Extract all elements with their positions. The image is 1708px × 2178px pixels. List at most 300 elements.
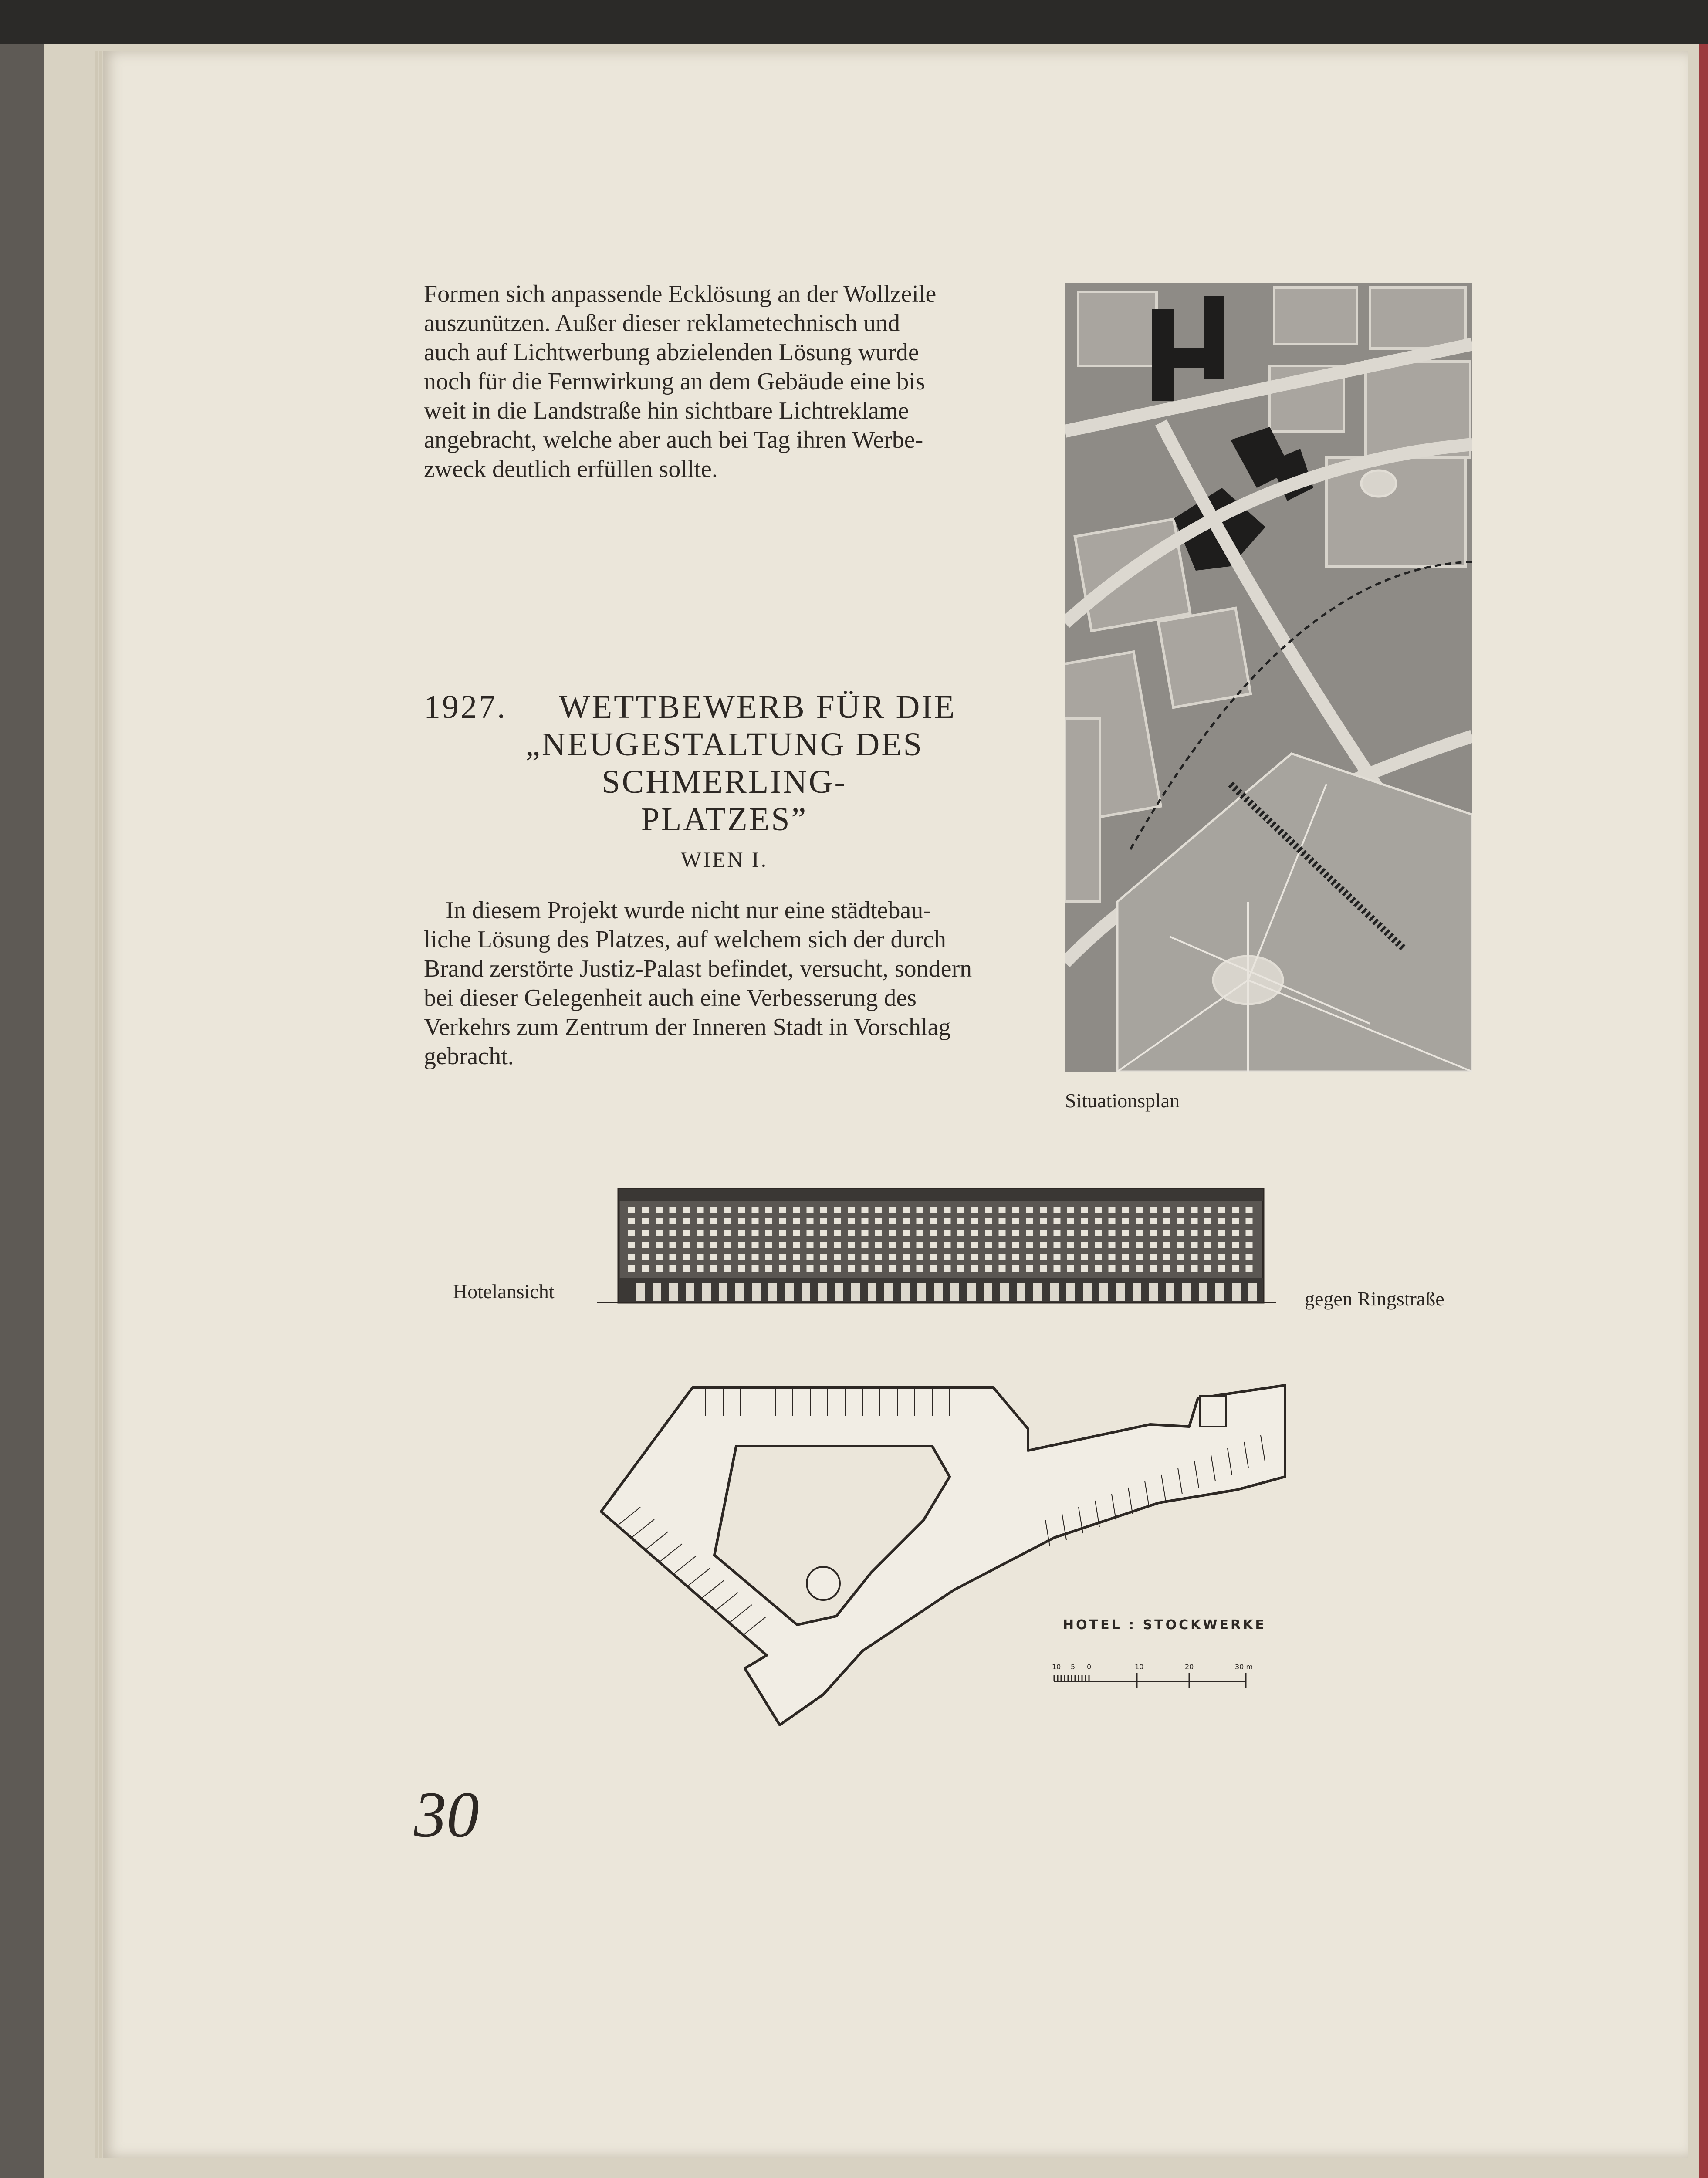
elevation-arcade-opening: [1149, 1283, 1158, 1301]
elevation-window: [889, 1230, 896, 1236]
elevation-window: [930, 1242, 937, 1248]
elevation-window: [1095, 1242, 1102, 1248]
elevation-arcade-opening: [1083, 1283, 1092, 1301]
elevation-window: [628, 1265, 635, 1272]
elevation-window: [1191, 1254, 1198, 1260]
elevation-window: [793, 1230, 800, 1236]
city-block: [1078, 292, 1157, 366]
elevation-window: [738, 1242, 745, 1248]
elevation-window: [1109, 1207, 1116, 1213]
elevation-window: [875, 1242, 882, 1248]
elevation-window: [1040, 1254, 1047, 1260]
elevation-window: [999, 1230, 1006, 1236]
heading-line-1: WETTBEWERB FÜR DIE: [559, 689, 957, 725]
elevation-window: [985, 1218, 992, 1224]
elevation-window: [683, 1254, 690, 1260]
text-line: Verkehrs zum Zentrum der Inneren Stadt in Vorschlag: [424, 1014, 951, 1041]
elevation-window: [1122, 1265, 1129, 1272]
elevation-window: [807, 1218, 814, 1224]
text-line: zweck deutlich erfüllen sollte.: [424, 456, 718, 483]
elevation-arcade-opening: [735, 1283, 744, 1301]
hotel-elevation: [597, 1185, 1276, 1307]
elevation-window: [930, 1254, 937, 1260]
elevation-window: [1232, 1230, 1239, 1236]
elevation-arcade-opening: [1050, 1283, 1059, 1301]
elevation-window: [724, 1265, 731, 1272]
elevation-window: [985, 1265, 992, 1272]
paragraph-project: [424, 896, 1016, 1071]
elevation-window: [779, 1218, 786, 1224]
elevation-window: [1012, 1242, 1019, 1248]
elevation-window: [1191, 1230, 1198, 1236]
elevation-window: [1163, 1265, 1170, 1272]
elevation-window: [710, 1265, 717, 1272]
elevation-window: [670, 1242, 676, 1248]
elevation-arcade-opening: [818, 1283, 827, 1301]
elevation-window: [1067, 1265, 1074, 1272]
elevation-window: [971, 1230, 978, 1236]
elevation-window: [985, 1230, 992, 1236]
elevation-window: [1191, 1207, 1198, 1213]
elevation-window: [917, 1230, 923, 1236]
elevation-window: [1122, 1230, 1129, 1236]
elevation-window: [807, 1242, 814, 1248]
elevation-arcade-opening: [1017, 1283, 1025, 1301]
elevation-window: [1026, 1242, 1033, 1248]
elevation-caption-left: Hotelansicht: [453, 1280, 555, 1302]
elevation-window: [917, 1218, 923, 1224]
elevation-window: [1012, 1265, 1019, 1272]
elevation-window: [738, 1218, 745, 1224]
elevation-window: [1012, 1230, 1019, 1236]
elevation-window: [1246, 1230, 1253, 1236]
elevation-window: [628, 1242, 635, 1248]
elevation-window: [999, 1207, 1006, 1213]
elevation-window: [875, 1207, 882, 1213]
text-line: In diesem Projekt wurde nicht nur eine städtebau-: [446, 897, 931, 924]
elevation-window: [656, 1265, 663, 1272]
elevation-window: [1191, 1242, 1198, 1248]
elevation-window: [1095, 1254, 1102, 1260]
elevation-window: [1095, 1265, 1102, 1272]
elevation-window: [1095, 1230, 1102, 1236]
elevation-window: [1026, 1254, 1033, 1260]
elevation-window: [1232, 1207, 1239, 1213]
elevation-window: [697, 1265, 704, 1272]
page-edge: [99, 51, 102, 2158]
elevation-window: [971, 1207, 978, 1213]
elevation-window: [985, 1207, 992, 1213]
text-line: weit in die Landstraße hin sichtbare Lichtreklame: [424, 397, 909, 424]
elevation-arcade-opening: [802, 1283, 810, 1301]
elevation-window: [957, 1242, 964, 1248]
elevation-window: [820, 1254, 827, 1260]
scale-label: 30 m: [1235, 1663, 1253, 1671]
elevation-window: [670, 1265, 676, 1272]
scale-label: 5: [1071, 1663, 1076, 1671]
elevation-window: [1204, 1207, 1211, 1213]
elevation-window: [848, 1265, 855, 1272]
elevation-window: [1012, 1218, 1019, 1224]
elevation-window: [971, 1218, 978, 1224]
elevation-window: [1122, 1207, 1129, 1213]
elevation-window: [1081, 1254, 1088, 1260]
text-line: angebracht, welche aber auch bei Tag ihren Werbe-: [424, 426, 923, 453]
elevation-window: [752, 1207, 759, 1213]
elevation-window: [834, 1242, 841, 1248]
elevation-window: [917, 1265, 923, 1272]
elevation-window: [628, 1230, 635, 1236]
elevation-window: [642, 1242, 649, 1248]
elevation-window: [1204, 1254, 1211, 1260]
elevation-arcade-opening: [669, 1283, 678, 1301]
elevation-window: [710, 1218, 717, 1224]
elevation-window: [834, 1207, 841, 1213]
elevation-window: [642, 1230, 649, 1236]
elevation-window: [738, 1265, 745, 1272]
elevation-window: [1067, 1207, 1074, 1213]
elevation-window: [670, 1254, 676, 1260]
elevation-arcade-opening: [950, 1283, 959, 1301]
elevation-window: [862, 1254, 869, 1260]
elevation-window: [957, 1265, 964, 1272]
elevation-window: [1150, 1242, 1157, 1248]
elevation-window: [656, 1242, 663, 1248]
hotel-elevation-drawing: [597, 1185, 1276, 1307]
elevation-arcade-opening: [1066, 1283, 1075, 1301]
elevation-window: [903, 1218, 910, 1224]
elevation-window: [917, 1242, 923, 1248]
elevation-window: [1246, 1254, 1253, 1260]
elevation-window: [1204, 1218, 1211, 1224]
elevation-window: [1136, 1265, 1143, 1272]
scale-label: 0: [1087, 1663, 1092, 1671]
elevation-window: [752, 1254, 759, 1260]
elevation-window: [656, 1207, 663, 1213]
elevation-window: [834, 1230, 841, 1236]
elevation-window: [1012, 1254, 1019, 1260]
elevation-window: [1109, 1242, 1116, 1248]
elevation-window: [1054, 1207, 1061, 1213]
elevation-window: [1191, 1265, 1198, 1272]
elevation-window: [1246, 1218, 1253, 1224]
elevation-window: [1177, 1265, 1184, 1272]
elevation-window: [1054, 1242, 1061, 1248]
elevation-arcade-opening: [1248, 1283, 1257, 1301]
scale-label: 10: [1135, 1663, 1144, 1671]
elevation-window: [793, 1218, 800, 1224]
elevation-window: [1177, 1218, 1184, 1224]
elevation-arcade-opening: [1033, 1283, 1042, 1301]
elevation-window: [642, 1207, 649, 1213]
elevation-arcade-opening: [1215, 1283, 1224, 1301]
elevation-window: [820, 1230, 827, 1236]
scale-label: 20: [1185, 1663, 1194, 1671]
elevation-window: [697, 1242, 704, 1248]
elevation-window: [779, 1230, 786, 1236]
elevation-arcade-opening: [636, 1283, 645, 1301]
elevation-window: [862, 1230, 869, 1236]
text-line: noch für die Fernwirkung an dem Gebäude eine bis: [424, 368, 925, 395]
elevation-window: [957, 1218, 964, 1224]
elevation-arcade-opening: [1116, 1283, 1125, 1301]
elevation-window: [1136, 1218, 1143, 1224]
elevation-window: [862, 1207, 869, 1213]
elevation-window: [1040, 1265, 1047, 1272]
elevation-window: [1218, 1207, 1225, 1213]
elevation-window: [944, 1242, 951, 1248]
elevation-window: [1232, 1265, 1239, 1272]
elevation-window: [1122, 1254, 1129, 1260]
elevation-window: [1218, 1230, 1225, 1236]
scale-label: 10: [1052, 1663, 1061, 1671]
elevation-window: [765, 1242, 772, 1248]
elevation-window: [1232, 1218, 1239, 1224]
elevation-arcade-opening: [1199, 1283, 1207, 1301]
text-line: bei dieser Gelegenheit auch eine Verbesserung des: [424, 984, 917, 1011]
elevation-window: [862, 1218, 869, 1224]
elevation-window: [848, 1207, 855, 1213]
elevation-window: [628, 1254, 635, 1260]
elevation-window: [999, 1254, 1006, 1260]
elevation-window: [999, 1265, 1006, 1272]
elevation-window: [752, 1265, 759, 1272]
elevation-window: [1081, 1218, 1088, 1224]
elevation-window: [670, 1207, 676, 1213]
elevation-arcade-opening: [984, 1283, 992, 1301]
elevation-window: [1067, 1242, 1074, 1248]
heading-location: WIEN I.: [680, 847, 768, 872]
elevation-window: [889, 1254, 896, 1260]
elevation-window: [1067, 1218, 1074, 1224]
elevation-arcade-opening: [719, 1283, 727, 1301]
elevation-window: [999, 1242, 1006, 1248]
elevation-window: [1040, 1230, 1047, 1236]
elevation-window: [779, 1207, 786, 1213]
elevation-window: [848, 1218, 855, 1224]
elevation-window: [985, 1242, 992, 1248]
text-line: Formen sich anpassende Ecklösung an der Wollzeile: [424, 281, 937, 308]
elevation-window: [820, 1207, 827, 1213]
elevation-window: [656, 1218, 663, 1224]
elevation-arcade-opening: [785, 1283, 794, 1301]
elevation-window: [903, 1230, 910, 1236]
elevation-window: [1026, 1218, 1033, 1224]
elevation-arcade-opening: [884, 1283, 893, 1301]
elevation-window: [1136, 1207, 1143, 1213]
elevation-window: [875, 1254, 882, 1260]
elevation-window: [738, 1254, 745, 1260]
elevation-window: [1163, 1242, 1170, 1248]
elevation-window: [793, 1265, 800, 1272]
text-line: auch auf Lichtwerbung abzielenden Lösung wurde: [424, 339, 919, 366]
elevation-window: [944, 1230, 951, 1236]
elevation-window: [765, 1265, 772, 1272]
elevation-window: [779, 1265, 786, 1272]
section-heading: [424, 688, 1025, 878]
elevation-window: [683, 1230, 690, 1236]
elevation-window: [1163, 1207, 1170, 1213]
elevation-window: [1150, 1230, 1157, 1236]
elevation-window: [1177, 1254, 1184, 1260]
elevation-window: [642, 1265, 649, 1272]
elevation-window: [889, 1265, 896, 1272]
elevation-window: [875, 1218, 882, 1224]
elevation-window: [1081, 1207, 1088, 1213]
elevation-window: [738, 1207, 745, 1213]
heading-year: 1927.: [424, 689, 507, 725]
elevation-window: [1122, 1218, 1129, 1224]
elevation-window: [1095, 1207, 1102, 1213]
elevation-window: [944, 1254, 951, 1260]
elevation-window: [793, 1242, 800, 1248]
elevation-window: [793, 1254, 800, 1260]
elevation-window: [1040, 1218, 1047, 1224]
text-line: Brand zerstörte Justiz-Palast befindet, versucht, sondern: [424, 955, 972, 982]
elevation-window: [670, 1230, 676, 1236]
elevation-window: [1150, 1254, 1157, 1260]
elevation-window: [999, 1218, 1006, 1224]
elevation-window: [930, 1265, 937, 1272]
elevation-window: [1163, 1254, 1170, 1260]
elevation-window: [957, 1207, 964, 1213]
elevation-window: [930, 1207, 937, 1213]
elevation-window: [683, 1207, 690, 1213]
elevation-window: [1163, 1218, 1170, 1224]
elevation-window: [724, 1254, 731, 1260]
elevation-window: [1054, 1254, 1061, 1260]
elevation-window: [834, 1218, 841, 1224]
elevation-window: [1204, 1230, 1211, 1236]
text-line: gebracht.: [424, 1043, 514, 1070]
elevation-window: [807, 1265, 814, 1272]
elevation-window: [697, 1207, 704, 1213]
elevation-window: [765, 1230, 772, 1236]
floor-plan-drawing: [592, 1346, 1333, 1738]
elevation-window: [903, 1207, 910, 1213]
elevation-window: [1067, 1254, 1074, 1260]
elevation-window: [903, 1254, 910, 1260]
elevation-window: [724, 1230, 731, 1236]
elevation-window: [930, 1230, 937, 1236]
elevation-window: [1109, 1254, 1116, 1260]
elevation-window: [1054, 1265, 1061, 1272]
elevation-window: [697, 1230, 704, 1236]
elevation-window: [1012, 1207, 1019, 1213]
elevation-window: [1246, 1265, 1253, 1272]
paragraph-intro: [424, 280, 1016, 484]
page-edge: [95, 51, 98, 2158]
elevation-window: [1081, 1242, 1088, 1248]
elevation-window: [1204, 1242, 1211, 1248]
elevation-window: [944, 1207, 951, 1213]
page-number: 30: [414, 1779, 479, 1851]
elevation-window: [656, 1230, 663, 1236]
elevation-window: [848, 1242, 855, 1248]
hotel-floor-plan: [592, 1346, 1333, 1738]
elevation-window: [1026, 1230, 1033, 1236]
plan-label: HOTEL : STOCKWERKE: [1063, 1617, 1266, 1633]
elevation-window: [1095, 1218, 1102, 1224]
elevation-window: [944, 1218, 951, 1224]
elevation-window: [1054, 1218, 1061, 1224]
elevation-window: [903, 1265, 910, 1272]
elevation-arcade-opening: [851, 1283, 860, 1301]
elevation-window: [848, 1230, 855, 1236]
elevation-arcade-opening: [752, 1283, 761, 1301]
elevation-window: [834, 1265, 841, 1272]
elevation-window: [1122, 1242, 1129, 1248]
elevation-window: [862, 1242, 869, 1248]
elevation-window: [807, 1230, 814, 1236]
elevation-window: [683, 1265, 690, 1272]
elevation-window: [793, 1207, 800, 1213]
elevation-window: [1026, 1265, 1033, 1272]
elevation-window: [724, 1207, 731, 1213]
elevation-window: [738, 1230, 745, 1236]
elevation-window: [820, 1265, 827, 1272]
elevation-window: [1218, 1218, 1225, 1224]
elevation-arcade-opening: [1182, 1283, 1191, 1301]
elevation-window: [670, 1218, 676, 1224]
elevation-window: [875, 1265, 882, 1272]
elevation-arcade-opening: [702, 1283, 711, 1301]
elevation-window: [697, 1218, 704, 1224]
elevation-window: [807, 1207, 814, 1213]
elevation-window: [917, 1207, 923, 1213]
elevation-window: [1136, 1230, 1143, 1236]
elevation-window: [628, 1207, 635, 1213]
elevation-window: [971, 1265, 978, 1272]
elevation-window: [820, 1218, 827, 1224]
text-line: auszunützen. Außer dieser reklametechnisch und: [424, 310, 900, 337]
elevation-window: [1136, 1242, 1143, 1248]
elevation-arcade-opening: [1000, 1283, 1009, 1301]
elevation-window: [862, 1265, 869, 1272]
elevation-arcade-opening: [1166, 1283, 1174, 1301]
elevation-window: [683, 1242, 690, 1248]
elevation-window: [985, 1254, 992, 1260]
elevation-window: [903, 1242, 910, 1248]
elevation-window: [889, 1242, 896, 1248]
elevation-window: [1040, 1207, 1047, 1213]
elevation-window: [848, 1254, 855, 1260]
elevation-arcade-opening: [917, 1283, 926, 1301]
elevation-window: [1218, 1265, 1225, 1272]
elevation-window: [944, 1265, 951, 1272]
elevation-window: [1191, 1218, 1198, 1224]
elevation-window: [1232, 1254, 1239, 1260]
elevation-window: [1246, 1242, 1253, 1248]
elevation-window: [1150, 1207, 1157, 1213]
elevation-arcade-opening: [686, 1283, 694, 1301]
elevation-window: [765, 1254, 772, 1260]
site-plan-drawing: [1065, 283, 1472, 1072]
elevation-window: [971, 1242, 978, 1248]
elevation-window: [834, 1254, 841, 1260]
elevation-window: [1067, 1230, 1074, 1236]
elevation-window: [779, 1254, 786, 1260]
elevation-window: [1163, 1230, 1170, 1236]
elevation-window: [1081, 1230, 1088, 1236]
elevation-window: [779, 1242, 786, 1248]
elevation-window: [752, 1230, 759, 1236]
elevation-window: [889, 1207, 896, 1213]
elevation-window: [875, 1230, 882, 1236]
heading-line-3: PLATZES”: [641, 801, 808, 838]
elevation-arcade-opening: [835, 1283, 843, 1301]
elevation-window: [752, 1218, 759, 1224]
